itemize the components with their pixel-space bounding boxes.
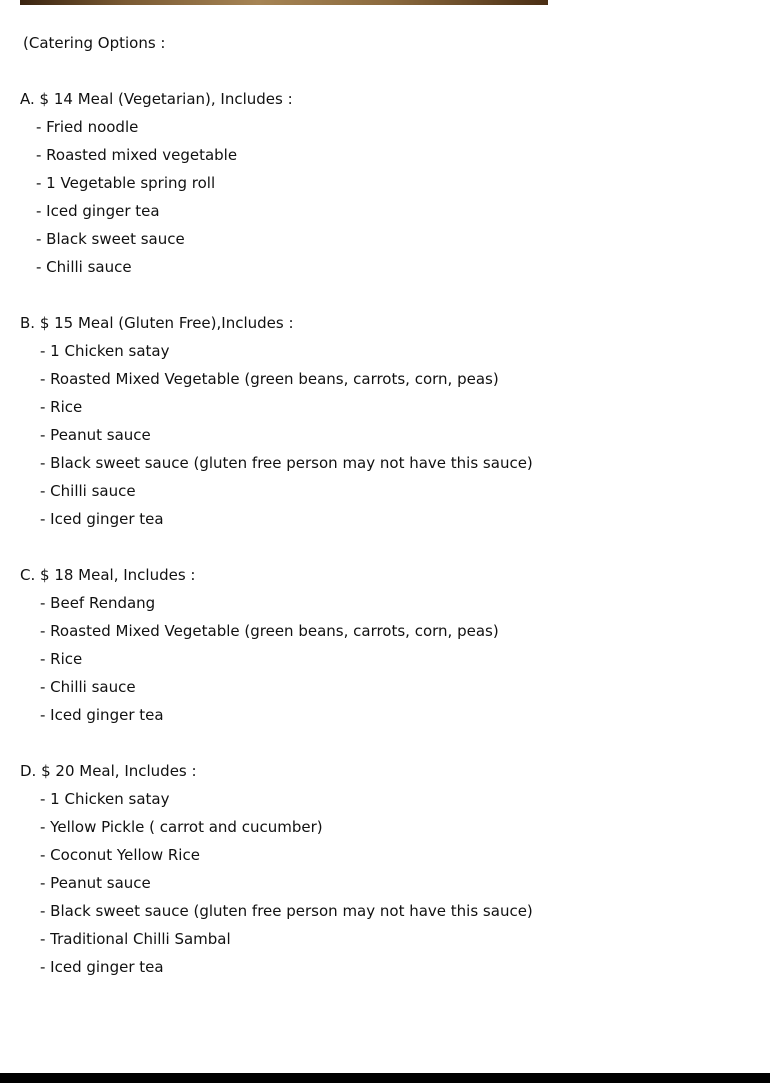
meal-item: - Black sweet sauce (36, 230, 185, 248)
meal-item: - 1 Chicken satay (40, 790, 170, 808)
spacer (20, 729, 750, 757)
meal-item: - Chilli sauce (40, 678, 136, 696)
meal-item: - Iced ginger tea (40, 510, 164, 528)
meal-item: - Iced ginger tea (40, 958, 164, 976)
meal-item: - Iced ginger tea (36, 202, 160, 220)
meal-item: - Black sweet sauce (gluten free person may not have this sauce) (40, 454, 533, 472)
meal-option-heading: A. $ 14 Meal (Vegetarian), Includes : (20, 90, 293, 108)
meal-item: - Iced ginger tea (40, 706, 164, 724)
meal-item: - Roasted mixed vegetable (36, 146, 238, 164)
meal-option-d (20, 757, 750, 981)
meal-item: - Black sweet sauce (gluten free person may not have this sauce) (40, 902, 533, 920)
meal-item: - Rice (40, 650, 83, 668)
meal-option-c (20, 561, 750, 729)
meal-item: - Coconut Yellow Rice (40, 846, 200, 864)
meal-item: - 1 Vegetable spring roll (36, 174, 216, 192)
spacer (20, 281, 750, 309)
footer-bar (0, 1073, 770, 1083)
meal-item: - Peanut sauce (40, 426, 151, 444)
meal-item: - Beef Rendang (40, 594, 156, 612)
meal-item: - Chilli sauce (36, 258, 132, 276)
meal-option-heading: D. $ 20 Meal, Includes : (20, 762, 197, 780)
meal-option-heading: C. $ 18 Meal, Includes : (20, 566, 196, 584)
hero-image (20, 0, 548, 5)
meal-item: - Roasted Mixed Vegetable (green beans, carrots, corn, peas) (40, 622, 499, 640)
spacer (20, 57, 750, 85)
meal-option-heading: B. $ 15 Meal (Gluten Free),Includes : (20, 314, 294, 332)
meal-item: - Chilli sauce (40, 482, 136, 500)
meal-item: - Fried noodle (36, 118, 139, 136)
meal-item: - Roasted Mixed Vegetable (green beans, carrots, corn, peas) (40, 370, 499, 388)
meal-item: - 1 Chicken satay (40, 342, 170, 360)
meal-option-a (20, 85, 750, 281)
meal-item: - Traditional Chilli Sambal (40, 930, 231, 948)
meal-item: - Yellow Pickle ( carrot and cucumber) (40, 818, 323, 836)
catering-options-title: (Catering Options : (23, 34, 166, 52)
meal-option-b (20, 309, 750, 533)
meal-item: - Peanut sauce (40, 874, 151, 892)
meal-item: - Rice (40, 398, 83, 416)
spacer (20, 533, 750, 561)
catering-options-section (20, 29, 750, 981)
